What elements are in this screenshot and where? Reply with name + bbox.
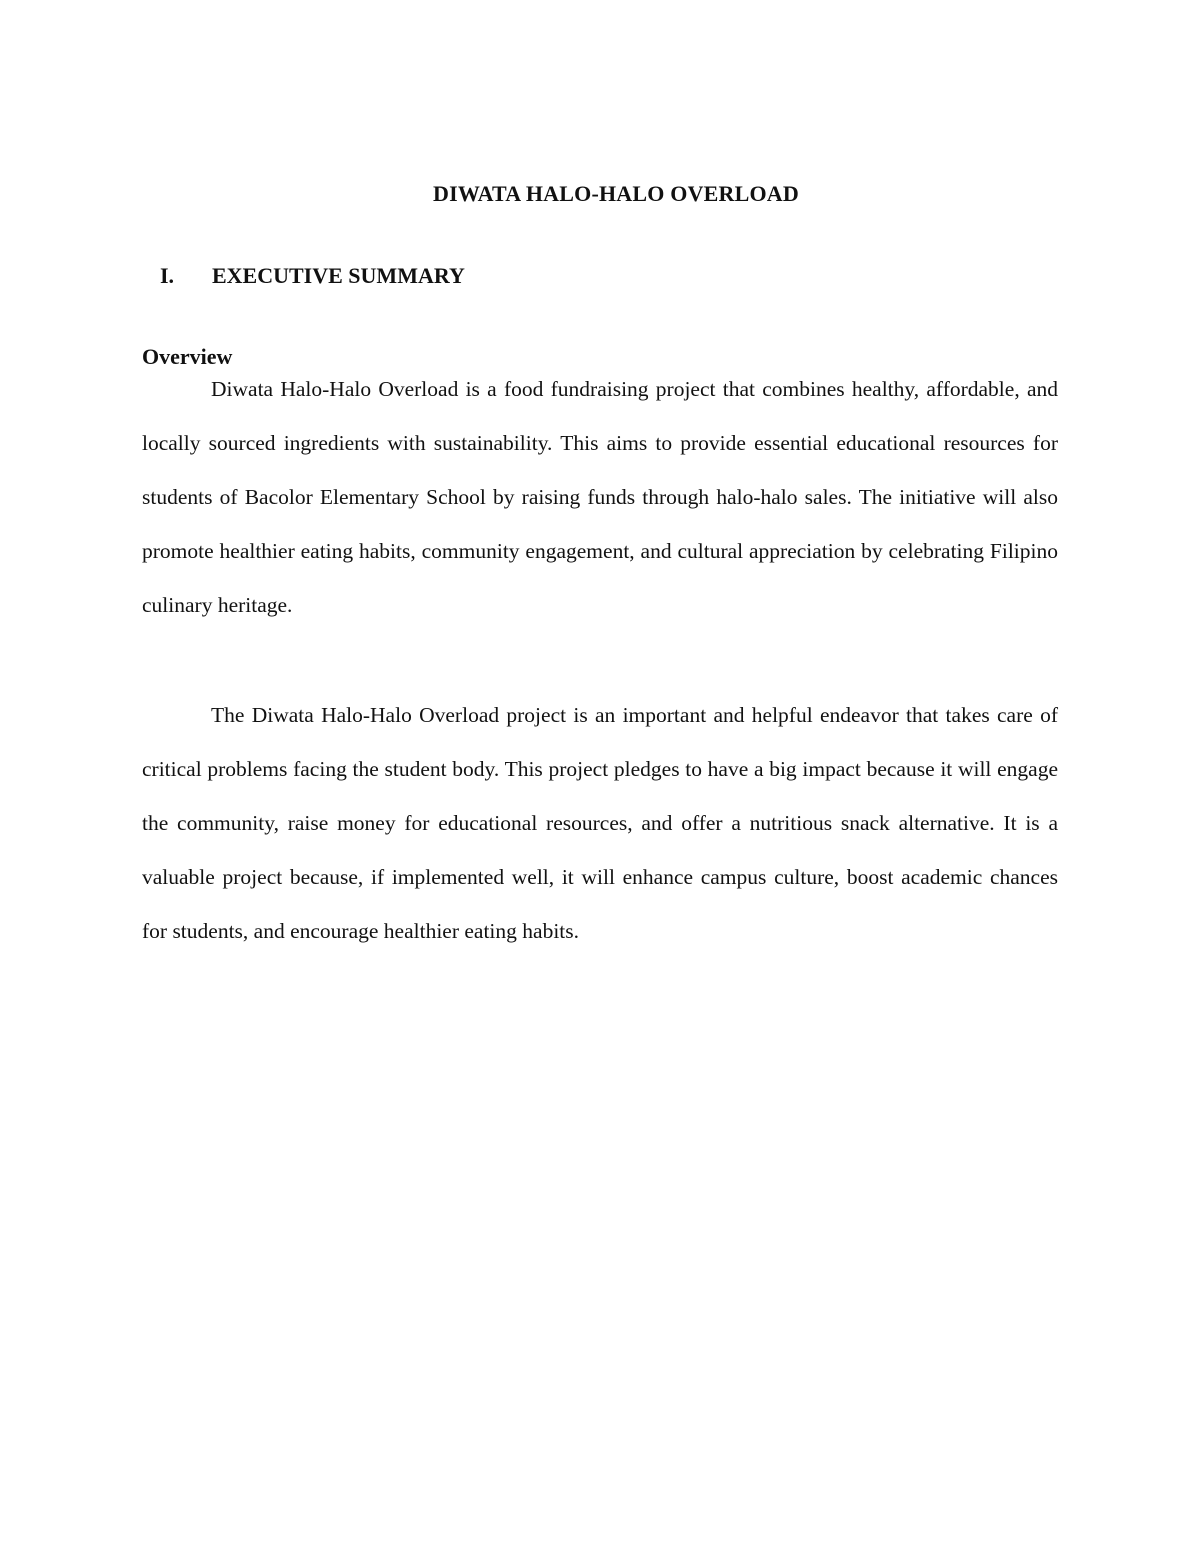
section-title: EXECUTIVE SUMMARY	[212, 263, 465, 289]
summary-paragraph-1: Diwata Halo-Halo Overload is a food fundraising project that combines healthy, affordable, and locally sourced ingredients with sustainability. This aims to provide essential educational resources for students of Bacolor Elementary School by raising funds through halo-halo sales. The initiative will also promote healthier eating habits, community engagement, and cultural appreciation by celebrating Filipino culinary heritage.	[142, 377, 1058, 617]
section-number: I.	[160, 263, 175, 289]
section-heading	[160, 261, 465, 291]
overview-heading: Overview	[142, 344, 233, 369]
summary-paragraph-2: The Diwata Halo-Halo Overload project is an important and helpful endeavor that takes care of critical problems facing the student body. This project pledges to have a big impact because it will engage the community, raise money for educational resources, and offer a nutritious snack alternative. It is a valuable project because, if implemented well, it will enhance campus culture, boost academic chances for students, and encourage healthier eating habits.	[142, 703, 1058, 943]
document-title: DIWATA HALO-HALO OVERLOAD	[432, 180, 799, 206]
